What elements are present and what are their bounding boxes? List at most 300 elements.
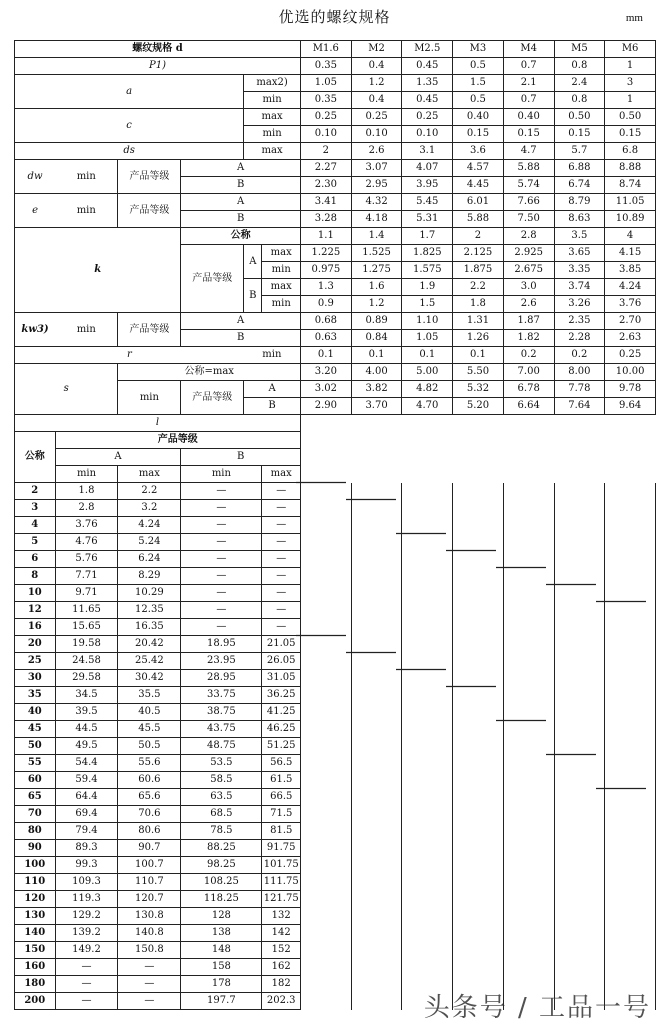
table-row	[15, 75, 656, 92]
range-cell	[301, 704, 352, 721]
range-cell	[503, 585, 554, 602]
value-cell: 4.15	[605, 245, 656, 262]
value-cell: 4.57	[453, 160, 504, 177]
value-cell: 3.26	[554, 296, 605, 313]
range-cell	[503, 823, 554, 840]
length-A-max: 16.35	[118, 619, 181, 636]
range-cell	[402, 602, 453, 619]
length-B-max: —	[262, 500, 301, 517]
length-A-min: 49.5	[55, 738, 118, 755]
range-cell	[453, 755, 504, 772]
range-cell	[503, 483, 554, 500]
range-cell	[301, 857, 352, 874]
length-B-min: 63.5	[181, 789, 262, 806]
length-row	[15, 721, 656, 738]
label-a: a	[15, 75, 244, 109]
label-grade: 产品等级	[118, 313, 181, 347]
length-A-max: 8.29	[118, 568, 181, 585]
range-cell	[301, 687, 352, 704]
value-cell: 3.07	[351, 160, 402, 177]
length-B-max: 81.5	[262, 823, 301, 840]
table-row	[15, 415, 656, 432]
value-cell: 3.76	[605, 296, 656, 313]
value-cell: 3.70	[351, 398, 402, 415]
range-cell	[351, 483, 402, 500]
label-r: r	[15, 347, 244, 364]
value-cell: 1.875	[453, 262, 504, 279]
label-s: s	[15, 364, 118, 415]
range-cell	[351, 670, 402, 687]
label-min: min	[55, 194, 118, 228]
label-max: max	[118, 466, 181, 483]
length-A-max: 80.6	[118, 823, 181, 840]
label-dw: dw	[15, 160, 56, 194]
label-grade-B: B	[244, 398, 301, 415]
value-cell: 3.6	[453, 143, 504, 160]
value-cell: 0.15	[453, 126, 504, 143]
range-cell	[605, 789, 656, 806]
value-cell: 1.6	[351, 279, 402, 296]
length-A-min: 34.5	[55, 687, 118, 704]
length-nominal: 6	[15, 551, 56, 568]
range-cell	[453, 483, 504, 500]
length-B-min: 23.95	[181, 653, 262, 670]
range-cell	[554, 534, 605, 551]
value-cell: 4.45	[453, 177, 504, 194]
range-cell	[605, 721, 656, 738]
length-B-max: —	[262, 568, 301, 585]
length-nominal: 130	[15, 908, 56, 925]
value-cell: 0.1	[453, 347, 504, 364]
range-cell	[503, 602, 554, 619]
value-cell: 8.74	[605, 177, 656, 194]
length-A-min: 24.58	[55, 653, 118, 670]
range-cell	[503, 687, 554, 704]
spec-table-body	[15, 41, 656, 1010]
range-cell	[351, 534, 402, 551]
value-cell: 4.18	[351, 211, 402, 228]
value-cell: 0.8	[554, 92, 605, 109]
range-cell	[402, 891, 453, 908]
range-cell	[453, 925, 504, 942]
value-cell: 7.66	[503, 194, 554, 211]
length-B-min: 78.5	[181, 823, 262, 840]
value-cell: 2.35	[554, 313, 605, 330]
range-cell	[554, 755, 605, 772]
length-A-min: 3.76	[55, 517, 118, 534]
table-row	[15, 160, 656, 177]
value-cell: 0.25	[402, 109, 453, 126]
value-cell: 5.88	[503, 160, 554, 177]
range-cell	[453, 840, 504, 857]
spec-table	[14, 40, 656, 1010]
label-max: max	[262, 279, 301, 296]
range-cell	[402, 772, 453, 789]
label-min: min	[262, 262, 301, 279]
range-cell	[351, 823, 402, 840]
value-cell: 2.675	[503, 262, 554, 279]
value-cell: 2.6	[351, 143, 402, 160]
range-cell	[351, 755, 402, 772]
range-cell	[605, 619, 656, 636]
range-cell	[402, 568, 453, 585]
size-header: M2	[351, 41, 402, 58]
range-cell	[554, 483, 605, 500]
length-B-max: 36.25	[262, 687, 301, 704]
range-cell	[554, 857, 605, 874]
value-cell: 1.575	[402, 262, 453, 279]
range-cell	[351, 619, 402, 636]
length-B-min: 148	[181, 942, 262, 959]
range-cell	[453, 959, 504, 976]
length-A-max: 130.8	[118, 908, 181, 925]
range-cell	[351, 993, 402, 1010]
table-row	[15, 364, 656, 381]
length-B-max: —	[262, 585, 301, 602]
range-cell	[453, 721, 504, 738]
length-A-min: 129.2	[55, 908, 118, 925]
label-grade-B: B	[181, 449, 301, 466]
length-B-min: 98.25	[181, 857, 262, 874]
length-row	[15, 823, 656, 840]
range-cell	[351, 500, 402, 517]
unit-label: mm	[625, 12, 643, 24]
range-cell	[402, 874, 453, 891]
value-cell: 1.825	[402, 245, 453, 262]
value-cell: 0.35	[301, 58, 352, 75]
value-cell: 8.63	[554, 211, 605, 228]
value-cell: 0.15	[503, 126, 554, 143]
range-cell	[402, 857, 453, 874]
length-row	[15, 789, 656, 806]
value-cell: 3.28	[301, 211, 352, 228]
length-B-max: 142	[262, 925, 301, 942]
length-B-max: 21.05	[262, 636, 301, 653]
value-cell: 9.64	[605, 398, 656, 415]
range-cell	[301, 772, 352, 789]
length-nominal: 20	[15, 636, 56, 653]
range-cell	[402, 959, 453, 976]
value-cell: 0.45	[402, 92, 453, 109]
range-cell	[402, 687, 453, 704]
label-max: max	[244, 109, 301, 126]
length-B-min: 18.95	[181, 636, 262, 653]
length-B-min: 108.25	[181, 874, 262, 891]
length-nominal: 10	[15, 585, 56, 602]
length-A-max: 4.24	[118, 517, 181, 534]
length-nominal: 4	[15, 517, 56, 534]
length-A-min: 19.58	[55, 636, 118, 653]
range-cell	[301, 925, 352, 942]
range-cell	[503, 840, 554, 857]
value-cell: 0.10	[301, 126, 352, 143]
length-B-max: —	[262, 551, 301, 568]
range-cell	[351, 959, 402, 976]
length-B-max: —	[262, 619, 301, 636]
length-B-min: 48.75	[181, 738, 262, 755]
length-B-min: 178	[181, 976, 262, 993]
range-cell	[402, 738, 453, 755]
length-A-max: 90.7	[118, 840, 181, 857]
label-min: min	[55, 466, 118, 483]
range-cell	[351, 636, 402, 653]
value-cell: 2.30	[301, 177, 352, 194]
length-B-min: —	[181, 500, 262, 517]
range-cell	[554, 738, 605, 755]
range-cell	[605, 959, 656, 976]
value-cell: 1.05	[402, 330, 453, 347]
length-A-max: 100.7	[118, 857, 181, 874]
length-row	[15, 687, 656, 704]
value-cell: 0.4	[351, 92, 402, 109]
label-min: min	[118, 381, 181, 415]
range-cell	[503, 908, 554, 925]
value-cell: 3.74	[554, 279, 605, 296]
range-cell	[351, 772, 402, 789]
range-cell	[301, 551, 352, 568]
value-cell: 3.20	[301, 364, 352, 381]
range-cell	[605, 653, 656, 670]
value-cell: 4	[605, 228, 656, 245]
value-cell: 4.32	[351, 194, 402, 211]
range-cell	[301, 483, 352, 500]
value-cell: 3.5	[554, 228, 605, 245]
range-cell	[453, 500, 504, 517]
range-cell	[453, 874, 504, 891]
value-cell: 5.45	[402, 194, 453, 211]
value-cell: 0.40	[453, 109, 504, 126]
table-row	[15, 347, 656, 364]
value-cell: 2.8	[503, 228, 554, 245]
range-cell	[402, 500, 453, 517]
range-cell	[402, 823, 453, 840]
length-A-min: 44.5	[55, 721, 118, 738]
value-cell: 4.24	[605, 279, 656, 296]
label-grade: 产品等级	[118, 194, 181, 228]
range-cell	[503, 789, 554, 806]
range-cell	[402, 925, 453, 942]
label-nominal-max: 公称=max	[118, 364, 301, 381]
length-nominal: 45	[15, 721, 56, 738]
range-cell	[402, 942, 453, 959]
range-cell	[453, 772, 504, 789]
length-B-min: —	[181, 551, 262, 568]
range-cell	[301, 806, 352, 823]
value-cell: 7.78	[554, 381, 605, 398]
value-cell: 1.5	[402, 296, 453, 313]
range-cell	[453, 517, 504, 534]
length-B-min: 138	[181, 925, 262, 942]
range-cell	[301, 721, 352, 738]
range-cell	[605, 738, 656, 755]
range-cell	[605, 823, 656, 840]
table-row	[15, 58, 656, 75]
label-min: min	[55, 313, 118, 347]
value-cell: 0.7	[503, 58, 554, 75]
range-cell	[301, 908, 352, 925]
length-B-max: 101.75	[262, 857, 301, 874]
label-min: min	[181, 466, 262, 483]
length-A-max: 5.24	[118, 534, 181, 551]
range-cell	[554, 517, 605, 534]
value-cell: 2.925	[503, 245, 554, 262]
range-cell	[453, 806, 504, 823]
table-row	[15, 228, 656, 245]
value-cell: 0.50	[605, 109, 656, 126]
value-cell: 1.35	[402, 75, 453, 92]
value-cell: 6.8	[605, 143, 656, 160]
length-A-min: 109.3	[55, 874, 118, 891]
range-cell	[503, 517, 554, 534]
length-nominal: 100	[15, 857, 56, 874]
range-cell	[503, 806, 554, 823]
range-cell	[301, 874, 352, 891]
length-A-max: 60.6	[118, 772, 181, 789]
length-row	[15, 704, 656, 721]
value-cell: 0.15	[554, 126, 605, 143]
length-A-max: 50.5	[118, 738, 181, 755]
range-cell	[301, 755, 352, 772]
value-cell: 0.84	[351, 330, 402, 347]
length-A-min: 15.65	[55, 619, 118, 636]
value-cell: 3.82	[351, 381, 402, 398]
range-cell	[554, 551, 605, 568]
value-cell: 1.26	[453, 330, 504, 347]
length-A-max: —	[118, 993, 181, 1010]
length-B-max: 46.25	[262, 721, 301, 738]
length-A-min: 4.76	[55, 534, 118, 551]
range-cell	[605, 942, 656, 959]
value-cell: 0.5	[453, 92, 504, 109]
length-B-max: 182	[262, 976, 301, 993]
range-cell	[301, 942, 352, 959]
length-nominal: 110	[15, 874, 56, 891]
value-cell: 1.4	[351, 228, 402, 245]
label-grade-B: B	[181, 211, 301, 228]
length-B-min: 128	[181, 908, 262, 925]
value-cell: 8.88	[605, 160, 656, 177]
value-cell: 0.45	[402, 58, 453, 75]
length-row	[15, 483, 656, 500]
range-cell	[453, 619, 504, 636]
range-cell	[605, 874, 656, 891]
label-P: P1)	[15, 58, 301, 75]
length-A-min: 139.2	[55, 925, 118, 942]
length-A-min: 2.8	[55, 500, 118, 517]
value-cell: 6.78	[503, 381, 554, 398]
length-B-min: 33.75	[181, 687, 262, 704]
range-cell	[351, 789, 402, 806]
value-cell: 0.9	[301, 296, 352, 313]
value-cell: 1.87	[503, 313, 554, 330]
range-cell	[453, 823, 504, 840]
length-row	[15, 840, 656, 857]
length-B-min: 197.7	[181, 993, 262, 1010]
value-cell: 1.8	[453, 296, 504, 313]
value-cell: 0.15	[605, 126, 656, 143]
size-header: M2.5	[402, 41, 453, 58]
length-nominal: 60	[15, 772, 56, 789]
length-A-max: 40.5	[118, 704, 181, 721]
length-A-max: 6.24	[118, 551, 181, 568]
table-row	[15, 41, 656, 58]
range-cell	[402, 704, 453, 721]
length-B-max: —	[262, 602, 301, 619]
length-B-max: 61.5	[262, 772, 301, 789]
length-nominal: 3	[15, 500, 56, 517]
value-cell: 2	[453, 228, 504, 245]
range-cell	[402, 721, 453, 738]
range-cell	[351, 551, 402, 568]
value-cell: 1	[605, 92, 656, 109]
range-cell	[503, 738, 554, 755]
length-B-min: —	[181, 585, 262, 602]
length-row	[15, 874, 656, 891]
label-min: min	[244, 126, 301, 143]
range-cell	[402, 789, 453, 806]
range-cell	[301, 789, 352, 806]
label-grade: 产品等级	[118, 160, 181, 194]
length-B-max: 26.05	[262, 653, 301, 670]
length-A-max: 2.2	[118, 483, 181, 500]
value-cell: 5.74	[503, 177, 554, 194]
label-nominal: 公称	[181, 228, 301, 245]
length-nominal: 12	[15, 602, 56, 619]
length-row	[15, 891, 656, 908]
range-cell	[453, 636, 504, 653]
length-A-max: —	[118, 959, 181, 976]
length-A-max: 10.29	[118, 585, 181, 602]
value-cell: 4.00	[351, 364, 402, 381]
length-nominal: 40	[15, 704, 56, 721]
length-A-max: 70.6	[118, 806, 181, 823]
range-cell	[351, 908, 402, 925]
value-cell: 5.88	[453, 211, 504, 228]
length-A-max: 55.6	[118, 755, 181, 772]
range-cell	[402, 908, 453, 925]
label-grade-B: B	[244, 279, 262, 313]
value-cell: 4.7	[503, 143, 554, 160]
length-row	[15, 653, 656, 670]
value-cell: 2.2	[453, 279, 504, 296]
length-nominal: 5	[15, 534, 56, 551]
value-cell: 5.32	[453, 381, 504, 398]
spec-header-label: 螺纹规格 d	[15, 41, 301, 58]
length-row	[15, 602, 656, 619]
range-cell	[351, 687, 402, 704]
value-cell: 1.82	[503, 330, 554, 347]
length-nominal: 200	[15, 993, 56, 1010]
range-cell	[453, 908, 504, 925]
range-cell	[554, 823, 605, 840]
length-B-max: 56.5	[262, 755, 301, 772]
value-cell: 4.07	[402, 160, 453, 177]
value-cell: 1.05	[301, 75, 352, 92]
value-cell: 3.1	[402, 143, 453, 160]
range-cell	[301, 823, 352, 840]
value-cell: 0.1	[402, 347, 453, 364]
range-cell	[351, 721, 402, 738]
value-cell: 1.275	[351, 262, 402, 279]
value-cell: 0.35	[301, 92, 352, 109]
range-cell	[453, 585, 504, 602]
range-cell	[301, 891, 352, 908]
length-A-min: 39.5	[55, 704, 118, 721]
range-cell	[605, 636, 656, 653]
value-cell: 6.74	[554, 177, 605, 194]
length-A-min: 9.71	[55, 585, 118, 602]
value-cell: 0.975	[301, 262, 352, 279]
